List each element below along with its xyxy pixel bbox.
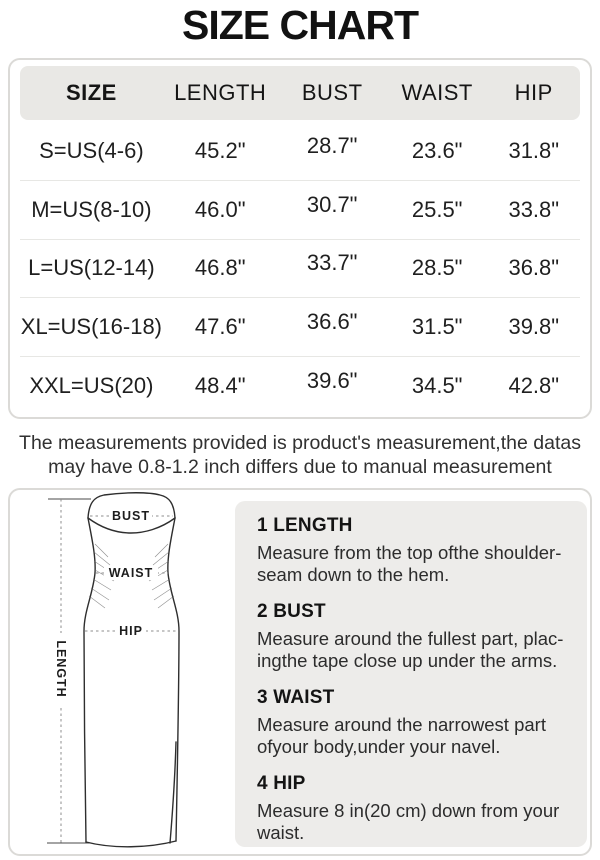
- cell-size: XL=US(16-18): [20, 314, 163, 340]
- cell-waist: 25.5": [411, 196, 463, 222]
- length-label: LENGTH: [54, 640, 68, 698]
- instruction-line: Measure from the top ofthe shoulder-: [257, 542, 562, 563]
- cell-size: S=US(4-6): [39, 137, 144, 163]
- size-table-card: [8, 58, 592, 419]
- cell-length: 47.6": [194, 314, 246, 340]
- cell-hip: 39.8": [508, 314, 560, 340]
- cell-hip: 42.8": [508, 373, 560, 399]
- column-header-length: LENGTH: [174, 80, 267, 105]
- cell-length: 45.2": [194, 137, 246, 163]
- table-row-xxl: [20, 356, 580, 415]
- instruction-heading: 2 BUST: [257, 601, 326, 622]
- cell-hip: 36.8": [508, 255, 560, 281]
- instruction-body: [257, 542, 571, 586]
- dress-measurement-diagram: [18, 491, 240, 853]
- instruction-line: ofyour body,under your navel.: [257, 736, 501, 757]
- cell-waist: 23.6": [411, 137, 463, 163]
- cell-size: XXL=US(20): [29, 373, 154, 399]
- cell-length: 46.8": [194, 255, 246, 281]
- cell-waist: 31.5": [411, 314, 463, 340]
- instruction-block-waist: [257, 687, 571, 758]
- table-row-s: [20, 122, 580, 180]
- hip-label: HIP: [119, 624, 143, 638]
- cell-hip: 31.8": [508, 137, 560, 163]
- column-header-size: SIZE: [65, 80, 117, 105]
- waist-label: WAIST: [108, 566, 154, 580]
- size-table-header-row: [20, 66, 580, 120]
- cell-bust: 28.7": [306, 132, 358, 158]
- instruction-line: waist.: [257, 822, 305, 843]
- cell-length: 46.0": [194, 196, 246, 222]
- instruction-block-length: [257, 515, 571, 586]
- cell-waist: 28.5": [411, 255, 463, 281]
- table-row-l: [20, 239, 580, 298]
- cell-bust: 33.7": [306, 250, 358, 276]
- size-table-body: [20, 122, 580, 415]
- column-header-bust: BUST: [301, 80, 363, 105]
- instruction-line: Measure 8 in(20 cm) down from your: [257, 800, 560, 821]
- dress-outline-drawing: [84, 493, 179, 847]
- cell-size: L=US(12-14): [28, 255, 155, 281]
- instruction-block-hip: [257, 773, 571, 844]
- instruction-heading: 1 LENGTH: [257, 515, 353, 536]
- page-title: SIZE CHART: [182, 2, 418, 48]
- instruction-body: [257, 800, 571, 844]
- cell-bust: 30.7": [306, 191, 358, 217]
- disclaimer-line-2: may have 0.8-1.2 inch differs due to manual measurement: [48, 456, 552, 478]
- measure-guide-card: [8, 488, 592, 856]
- instruction-line: Measure around the narrowest part: [257, 714, 546, 735]
- cell-length: 48.4": [194, 373, 246, 399]
- table-row-xl: [20, 297, 580, 356]
- table-row-m: [20, 180, 580, 239]
- instruction-heading: 3 WAIST: [257, 687, 335, 708]
- instruction-block-bust: [257, 601, 571, 672]
- instruction-body: [257, 714, 571, 758]
- bust-label: BUST: [111, 509, 151, 523]
- cell-bust: 39.6": [306, 368, 358, 394]
- measurement-disclaimer: [6, 431, 594, 479]
- instruction-body: [257, 628, 571, 672]
- disclaimer-line-1: The measurements provided is product's measurement,the datas: [19, 432, 581, 454]
- cell-size: M=US(8-10): [31, 196, 152, 222]
- cell-hip: 33.8": [508, 196, 560, 222]
- how-to-measure-panel: [235, 501, 587, 847]
- cell-bust: 36.6": [306, 309, 358, 335]
- instruction-line: ingthe tape close up under the arms.: [257, 650, 558, 671]
- column-header-waist: WAIST: [401, 80, 473, 105]
- instruction-line: seam down to the hem.: [257, 564, 450, 585]
- column-header-hip: HIP: [514, 80, 553, 105]
- instruction-heading: 4 HIP: [257, 773, 306, 794]
- instruction-line: Measure around the fullest part, plac-: [257, 628, 564, 649]
- cell-waist: 34.5": [411, 373, 463, 399]
